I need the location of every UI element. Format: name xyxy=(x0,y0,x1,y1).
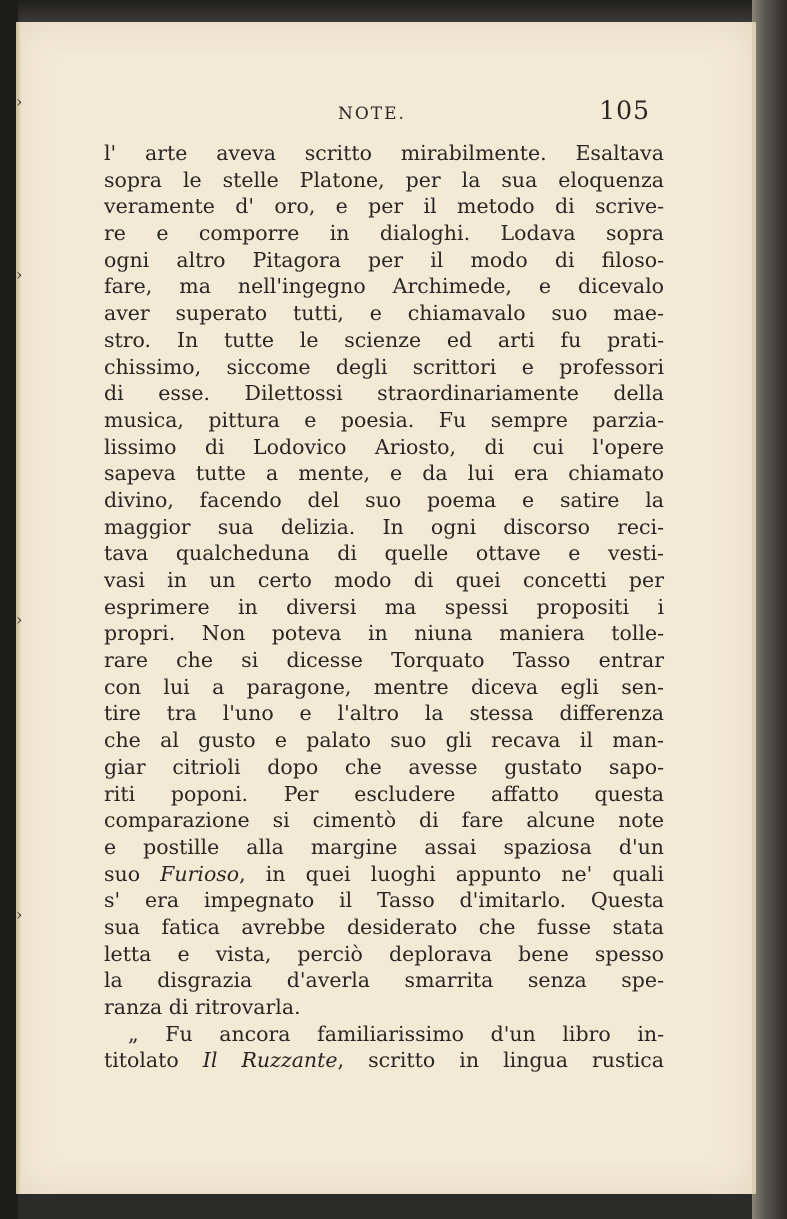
italic-title-ruzzante: Il Ruzzante xyxy=(202,1048,338,1073)
text-fragment: titolato xyxy=(104,1048,203,1073)
text-line: l' arte aveva scritto mirabilmente. Esaltava xyxy=(104,141,664,165)
margin-mark-icon: › xyxy=(16,610,23,629)
text-line: che al gusto e palato suo gli recava il man- xyxy=(104,728,664,753)
page-binding-edge xyxy=(16,22,22,1194)
text-line: di esse. Dilettossi straordinariamente della xyxy=(104,381,664,406)
text-line: giar citrioli dopo che avesse gustato sapo- xyxy=(104,754,664,779)
text-line: letta e vista, perciò deplorava bene spesso xyxy=(104,941,664,966)
text-line: esprimere in diversi ma spessi propositi i xyxy=(104,594,664,619)
text-line: tava qualcheduna di quelle ottave e vesti- xyxy=(104,541,664,566)
text-line: ranza di ritrovarla. xyxy=(104,995,301,1019)
text-line: stro. In tutte le scienze ed arti fu prati- xyxy=(104,327,664,352)
text-line: la disgrazia d'averla smarrita senza spe- xyxy=(104,968,664,993)
text-fragment: suo xyxy=(104,861,161,886)
text-line: e postille alla margine assai spaziosa d'un xyxy=(104,834,664,859)
text-line-furioso xyxy=(104,861,664,888)
scan-top-border xyxy=(0,0,787,22)
body-text xyxy=(104,140,664,1074)
italic-title-furioso: Furioso xyxy=(160,861,240,886)
text-line: rare che si dicesse Torquato Tasso entrar xyxy=(104,648,664,673)
text-line: sapeva tutte a mente, e da lui era chiamato xyxy=(104,461,664,486)
page-number: 105 xyxy=(599,96,650,125)
text-line: propri. Non poteva in niuna maniera tolle- xyxy=(104,621,664,646)
text-line: tire tra l'uno e l'altro la stessa differenza xyxy=(104,701,664,726)
margin-mark-icon: › xyxy=(16,905,23,924)
text-line: comparazione si cimentò di fare alcune note xyxy=(104,808,664,833)
text-line: sopra le stelle Platone, per la sua eloquenza xyxy=(104,167,664,192)
text-line: maggior sua delizia. In ogni discorso reci- xyxy=(104,514,664,539)
book-page xyxy=(16,22,756,1194)
paragraph-start-line: „ Fu ancora familiarissimo d'un libro in- xyxy=(128,1021,664,1046)
text-line: sua fatica avrebbe desiderato che fusse stata xyxy=(104,914,664,939)
text-line: s' era impegnato il Tasso d'imitarlo. Questa xyxy=(104,888,664,913)
text-line: vasi in un certo modo di quei concetti per xyxy=(104,568,664,592)
text-line-ruzzante xyxy=(104,1047,664,1074)
text-line: riti poponi. Per escludere affatto questa xyxy=(104,781,664,806)
text-line: aver superato tutti, e chiamavalo suo mae- xyxy=(104,301,664,326)
margin-mark-icon: › xyxy=(16,92,23,111)
text-line: ogni altro Pitagora per il modo di filoso- xyxy=(104,247,664,272)
text-line: chissimo, siccome degli scrittori e professori xyxy=(104,354,664,379)
text-line: divino, facendo del suo poema e satire la xyxy=(104,487,664,512)
text-fragment: , in quei luoghi appunto ne' quali xyxy=(239,861,664,886)
scan-right-border xyxy=(752,0,787,1219)
text-line: musica, pittura e poesia. Fu sempre parzia- xyxy=(104,407,664,432)
running-title: NOTE. xyxy=(338,104,406,124)
margin-mark-icon: › xyxy=(16,265,23,284)
text-line: re e comporre in dialoghi. Lodava sopra xyxy=(104,221,664,246)
text-line: fare, ma nell'ingegno Archimede, e dicevalo xyxy=(104,274,664,299)
running-head xyxy=(338,96,698,136)
text-fragment: , scritto in lingua rustica xyxy=(337,1048,664,1073)
text-line: lissimo di Lodovico Ariosto, di cui l'opere xyxy=(104,434,664,459)
text-line: veramente d' oro, e per il metodo di scrive- xyxy=(104,194,664,219)
text-line: con lui a paragone, mentre diceva egli sen- xyxy=(104,674,664,699)
